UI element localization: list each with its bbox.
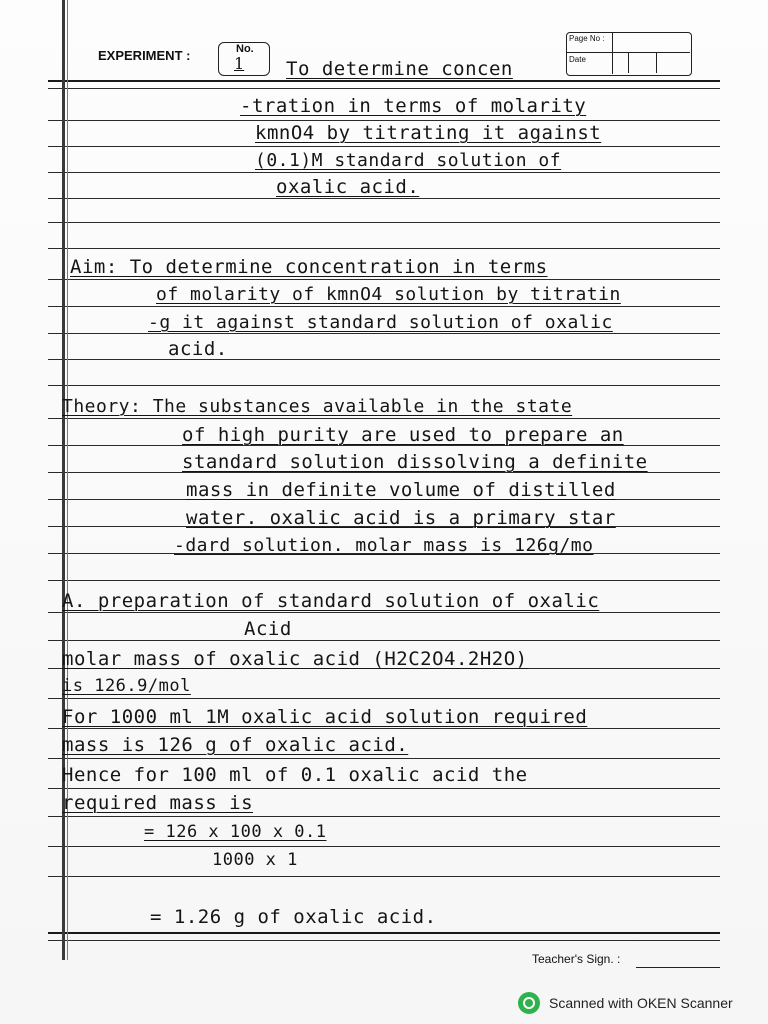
- ruled-line: [48, 816, 720, 817]
- margin-line: [67, 0, 68, 960]
- ruled-line: [48, 418, 720, 419]
- preparation-line: Acid: [244, 618, 292, 640]
- title-line: (0.1)M standard solution of: [255, 150, 562, 171]
- ruled-line: [48, 728, 720, 729]
- title-line: kmnO4 by titrating it against: [255, 122, 602, 144]
- ruled-line: [48, 758, 720, 759]
- calculation-numerator: = 126 x 100 x 0.1: [144, 822, 327, 842]
- ruled-line: [48, 306, 720, 307]
- aim-line: -g it against standard solution of oxalic: [148, 312, 613, 333]
- ruled-line: [48, 172, 720, 173]
- ruled-line: [48, 222, 720, 223]
- scanner-watermark: [518, 992, 733, 1014]
- ruled-line: [48, 932, 720, 934]
- experiment-number-label: No.: [236, 43, 254, 55]
- title-line: oxalic acid.: [276, 176, 420, 198]
- date-cell-divider: [628, 53, 629, 73]
- ruled-line: [48, 146, 720, 147]
- ruled-line: [48, 385, 720, 386]
- margin-line: [62, 0, 65, 960]
- calculation-denominator: 1000 x 1: [212, 850, 298, 870]
- ruled-line: [48, 80, 720, 82]
- calculation-result: = 1.26 g of oxalic acid.: [150, 906, 437, 928]
- theory-line: standard solution dissolving a definite: [182, 451, 648, 473]
- teacher-signature-label: Teacher's Sign. :: [532, 952, 621, 966]
- ruled-line: [48, 248, 720, 249]
- ruled-line: [48, 788, 720, 789]
- theory-line: of high purity are used to prepare an: [182, 424, 624, 446]
- ruled-line: [48, 876, 720, 877]
- aim-line: of molarity of kmnO4 solution by titratin: [156, 284, 621, 305]
- oken-scanner-logo-icon: [518, 992, 540, 1014]
- ruled-line: [48, 88, 720, 89]
- ruled-line: [48, 120, 720, 121]
- ruled-line: [48, 698, 720, 699]
- ruled-line: [48, 640, 720, 641]
- preparation-line: is 126.9/mol: [62, 676, 191, 696]
- preparation-line: A. preparation of standard solution of oxalic: [62, 590, 600, 612]
- aim-line: Aim: To determine concentration in terms: [70, 256, 548, 278]
- date-label: Date: [569, 55, 586, 64]
- ruled-line: [48, 279, 720, 280]
- ruled-line: [48, 580, 720, 581]
- ruled-line: [48, 198, 720, 199]
- page-number-label: Page No :: [569, 34, 605, 43]
- theory-line: Theory: The substances available in the state: [62, 396, 573, 417]
- ruled-line: [48, 612, 720, 613]
- theory-line: mass in definite volume of distilled: [186, 479, 616, 501]
- date-cell-divider: [656, 53, 657, 73]
- preparation-line: molar mass of oxalic acid (H2C2O4.2H2O): [62, 648, 528, 670]
- page-date-divider: [612, 32, 613, 74]
- theory-line: water. oxalic acid is a primary star: [186, 507, 616, 529]
- ruled-line: [48, 359, 720, 360]
- ruled-line: [48, 846, 720, 847]
- ruled-line: [48, 333, 720, 334]
- preparation-line: required mass is: [62, 792, 254, 814]
- teacher-signature-line: [636, 967, 720, 968]
- title-line: To determine concen: [286, 58, 513, 80]
- ruled-line: [48, 940, 720, 941]
- theory-line: -dard solution. molar mass is 126g/mo: [174, 535, 594, 556]
- preparation-line: Hence for 100 ml of 0.1 oxalic acid the: [62, 764, 528, 786]
- experiment-number-value: 1: [234, 54, 245, 73]
- preparation-line: For 1000 ml 1M oxalic acid solution required: [62, 706, 588, 728]
- scanner-watermark-text: Scanned with OKEN Scanner: [549, 995, 733, 1011]
- aim-line: acid.: [168, 338, 228, 360]
- experiment-label: EXPERIMENT :: [98, 48, 191, 63]
- title-line: -tration in terms of molarity: [240, 95, 587, 117]
- preparation-line: mass is 126 g of oxalic acid.: [62, 734, 409, 756]
